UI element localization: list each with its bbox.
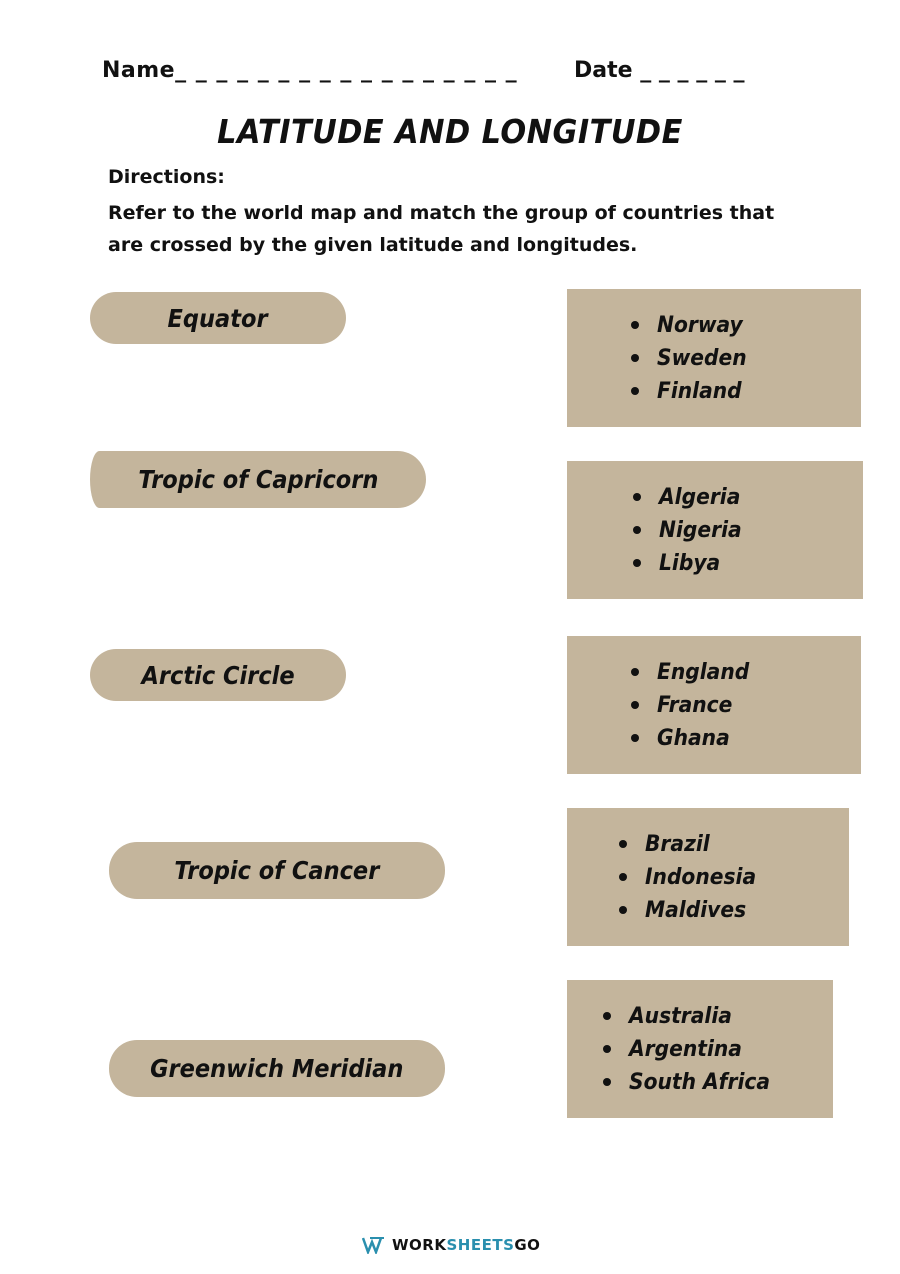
name-label: Name [102,58,176,83]
brand-part-1: WORK [392,1236,447,1254]
country-group-2[interactable] [567,461,863,599]
line-card-arctic-circle[interactable] [90,649,346,701]
footer-brand [362,1236,540,1254]
bullet-icon [603,1078,611,1086]
list-item: Algeria [633,481,749,514]
bullet-icon [631,668,639,676]
list-item: Maldives [619,894,766,927]
list-item: Sweden [631,342,754,375]
bullet-icon [631,701,639,709]
country-list [619,828,766,927]
bullet-icon [631,734,639,742]
list-item: France [631,689,757,722]
country-group-4[interactable] [567,808,849,946]
brand-part-3: GO [514,1236,541,1254]
line-card-equator[interactable] [90,292,346,344]
line-card-tropic-of-cancer[interactable] [109,842,445,899]
line-label: Tropic of Capricorn [137,465,379,494]
list-item: Norway [631,309,754,342]
name-field[interactable] [102,58,518,83]
bullet-icon [619,906,627,914]
directions-text: Refer to the world map and match the group of countries that are crossed by the given latitude and longitudes. [108,202,775,256]
list-item: Australia [603,1000,782,1033]
line-label: Greenwich Meridian [150,1054,404,1083]
list-item: Argentina [603,1033,782,1066]
country-list [603,1000,782,1099]
bullet-icon [603,1012,611,1020]
country-list [633,481,749,580]
list-item: Brazil [619,828,766,861]
bullet-icon [603,1045,611,1053]
page-title: LATITUDE AND LONGITUDE [217,112,683,151]
bullet-icon [631,387,639,395]
line-label: Arctic Circle [141,660,295,690]
list-item: Ghana [631,722,757,755]
list-item: Finland [631,375,754,408]
bullet-icon [633,493,641,501]
list-item: Indonesia [619,861,766,894]
country-group-3[interactable] [567,636,861,774]
bullet-icon [619,840,627,848]
directions-heading: Directions: [108,166,225,188]
bullet-icon [633,526,641,534]
worksheetsgo-logo-icon [362,1236,386,1254]
name-blank[interactable]: _ _ _ _ _ _ _ _ _ _ _ _ _ _ _ _ _ [175,58,518,83]
line-card-greenwich-meridian[interactable] [109,1040,445,1097]
line-label: Tropic of Cancer [174,856,380,885]
line-card-tropic-of-capricorn[interactable] [90,451,426,508]
brand-part-2: SHEETS [446,1236,515,1254]
list-item: South Africa [603,1066,782,1099]
country-group-1[interactable] [567,289,861,427]
line-label: Equator [167,303,268,333]
bullet-icon [631,321,639,329]
country-list [631,656,757,755]
country-group-5[interactable] [567,980,833,1118]
bullet-icon [631,354,639,362]
date-label: Date [574,58,633,83]
list-item: Libya [633,547,749,580]
bullet-icon [619,873,627,881]
date-blank[interactable]: _ _ _ _ _ _ [640,58,745,83]
list-item: Nigeria [633,514,749,547]
list-item: England [631,656,757,689]
bullet-icon [633,559,641,567]
date-field[interactable] [574,58,745,83]
country-list [631,309,754,408]
